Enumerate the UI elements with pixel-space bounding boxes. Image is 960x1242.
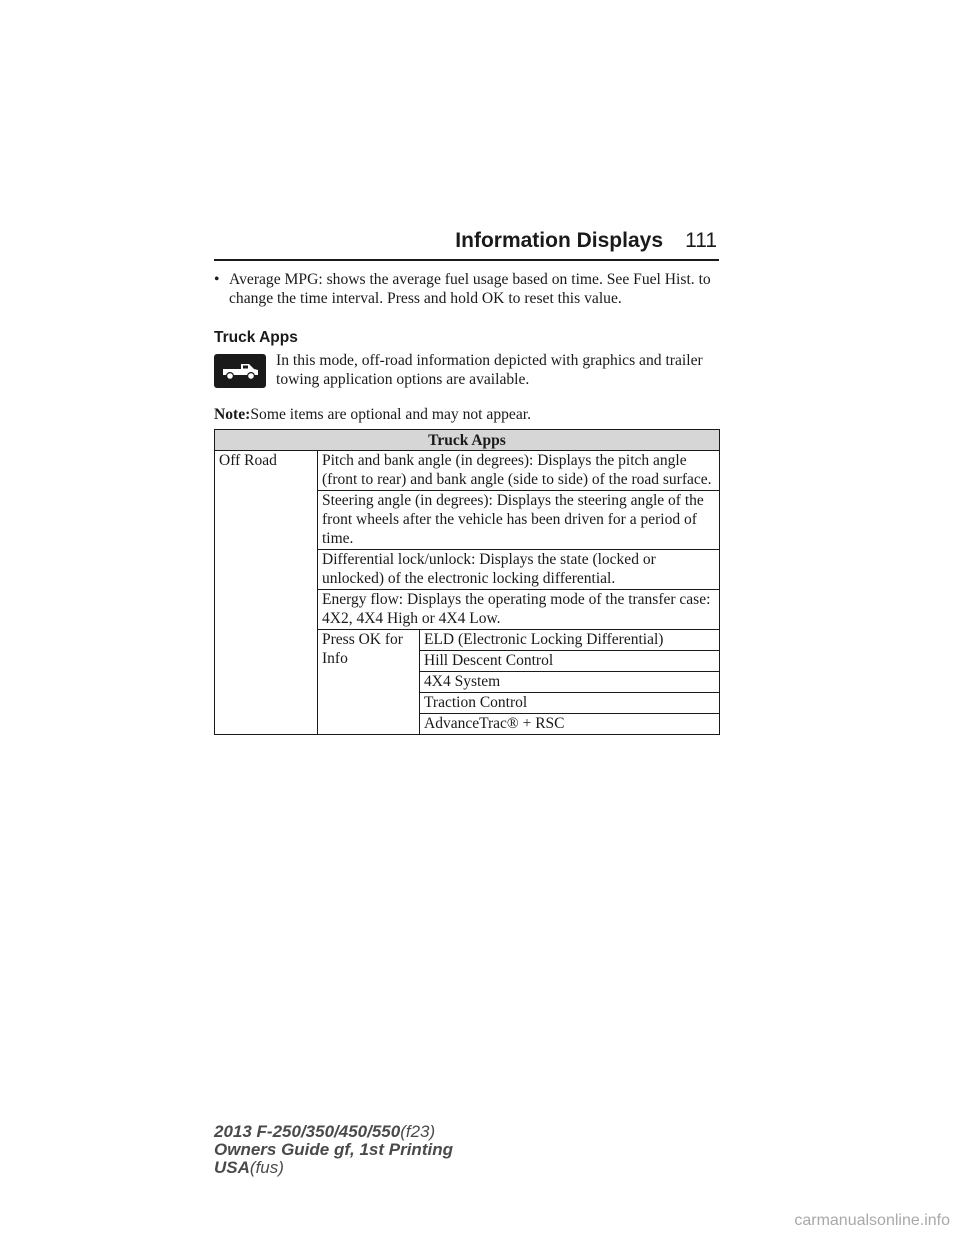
footer-line-3	[214, 1159, 453, 1177]
watermark: carmanualsonline.info	[794, 1212, 950, 1229]
table-row	[215, 451, 720, 491]
press-ok-label: Press OK for Info	[318, 630, 420, 735]
table-cell: Differential lock/unlock: Displays the state (locked or unlocked) of the electronic locking differential.	[318, 550, 720, 590]
section-title: Truck Apps	[214, 329, 298, 346]
footer-line-2	[214, 1141, 453, 1159]
footer-line-1	[214, 1123, 453, 1141]
table-cell: Steering angle (in degrees): Displays the steering angle of the front wheels after the vehicle has been driven for a period of time.	[318, 491, 720, 550]
page-number: 111	[685, 229, 717, 252]
bullet-text: Average MPG: shows the average fuel usage based on time. See Fuel Hist. to change the time interval. Press and hold OK to reset this value.	[229, 271, 711, 307]
note	[214, 405, 719, 424]
page-header	[214, 229, 719, 261]
footer	[214, 1123, 453, 1177]
page-title: Information Displays	[455, 229, 663, 252]
group-label-off-road: Off Road	[215, 451, 318, 735]
info-item: Traction Control	[420, 693, 720, 714]
truck-icon	[214, 354, 266, 388]
bullet-item	[214, 270, 719, 308]
section-intro: In this mode, off-road information depicted with graphics and trailer towing application options are available.	[276, 352, 703, 388]
footer-market-code: (fus)	[249, 1158, 284, 1177]
footer-guide: Owners Guide gf, 1st Printing	[214, 1140, 453, 1159]
truck-apps-table	[214, 429, 720, 735]
table-cell: Pitch and bank angle (in degrees): Displays the pitch angle (front to rear) and bank angle (side to side) of the road surface.	[318, 451, 720, 491]
info-item: Hill Descent Control	[420, 651, 720, 672]
note-text: Some items are optional and may not appear.	[250, 406, 531, 423]
footer-model: 2013 F-250/350/450/550	[214, 1122, 401, 1141]
table-cell: Energy flow: Displays the operating mode of the transfer case: 4X2, 4X4 High or 4X4 Low.	[318, 590, 720, 630]
footer-market: USA	[214, 1158, 250, 1177]
footer-code: (f23)	[400, 1122, 436, 1141]
table-header-row	[215, 430, 720, 451]
note-label: Note:	[214, 406, 251, 423]
info-item: 4X4 System	[420, 672, 720, 693]
bullet-marker: •	[214, 271, 220, 288]
table-header: Truck Apps	[215, 430, 720, 451]
info-item: ELD (Electronic Locking Differential)	[420, 630, 720, 651]
info-item: AdvanceTrac® + RSC	[420, 714, 720, 735]
